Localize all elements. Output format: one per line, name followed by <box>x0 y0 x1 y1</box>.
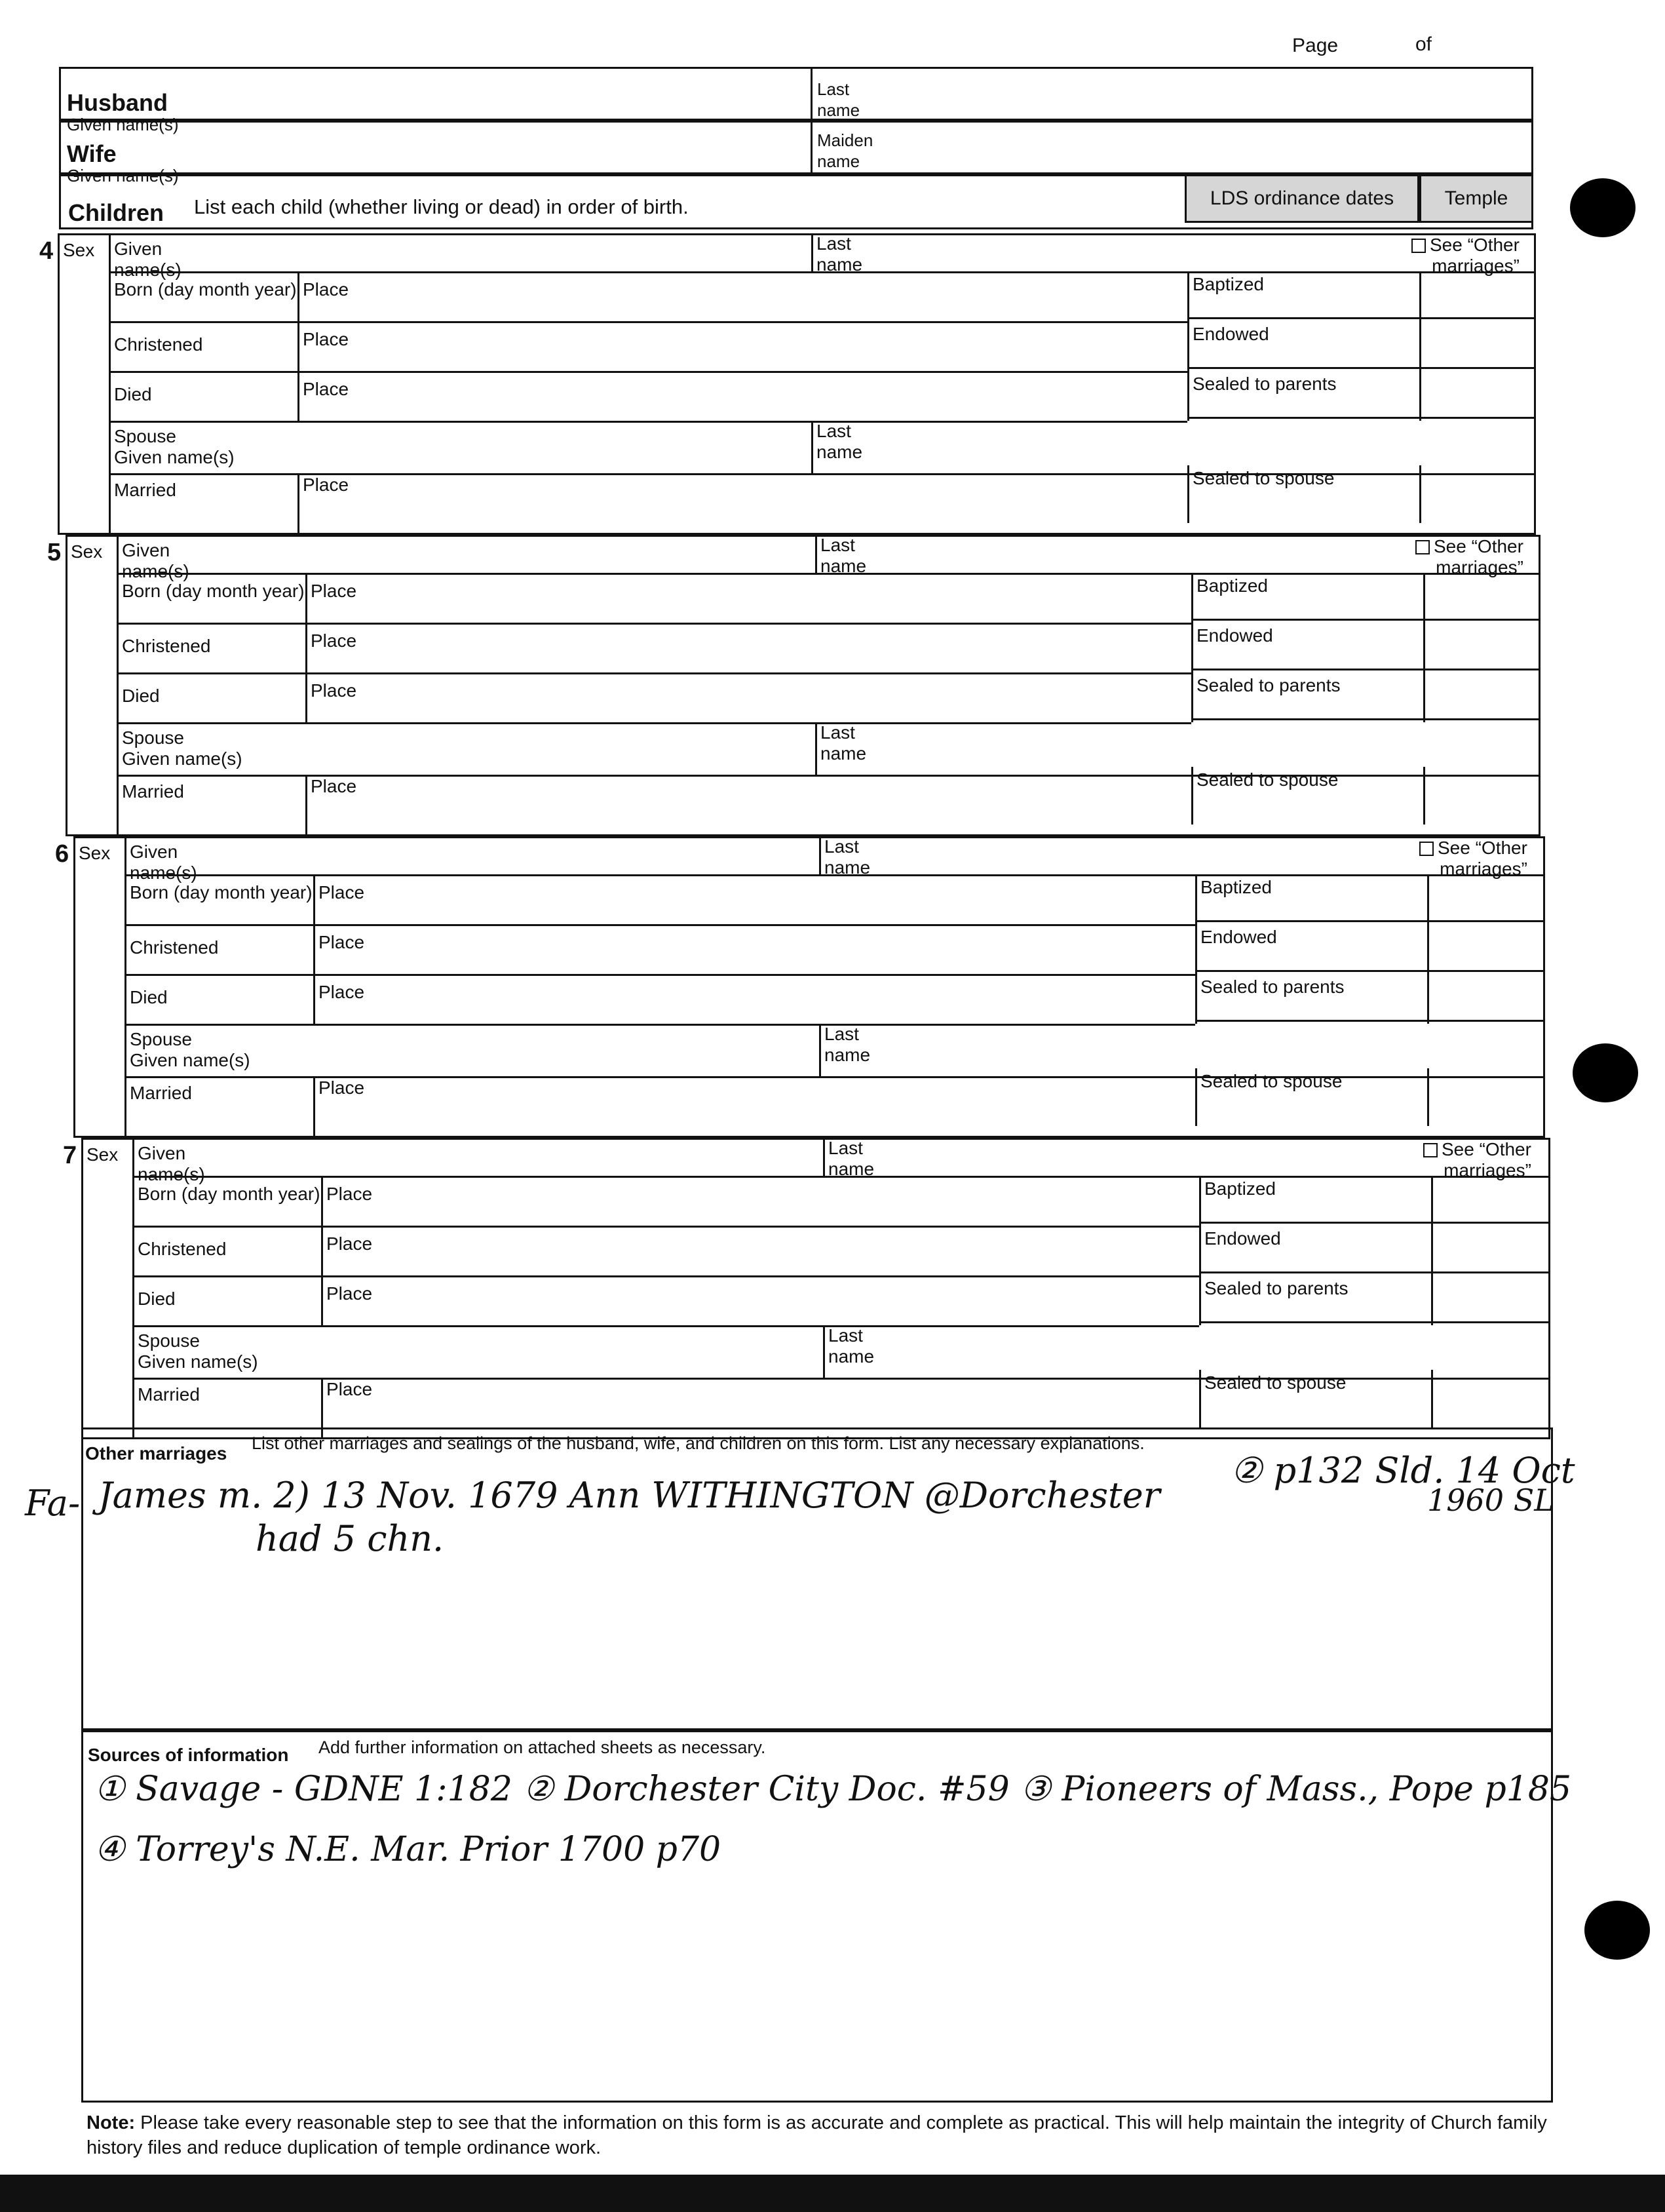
other-marriages-entry: James m. 2) 13 Nov. 1679 Ann WITHINGTON @Dorchester <box>98 1475 1160 1516</box>
christened-label: Christened <box>122 636 211 656</box>
place-label: Place <box>318 932 365 952</box>
born-label: Born (day month year) <box>138 1184 320 1204</box>
place-label: Place <box>303 379 349 399</box>
born-label: Born (day month year) <box>130 882 313 902</box>
place-label: Place <box>318 882 365 902</box>
sealed-parents-label: Sealed to parents <box>1196 675 1341 695</box>
spouse-label: Spouse Given name(s) <box>114 426 235 467</box>
christened-label: Christened <box>114 334 203 355</box>
given-name-label: Given name(s) <box>138 1143 205 1184</box>
note-label: Note: <box>86 2112 136 2133</box>
spouse-last-name-label: Last name <box>816 421 863 462</box>
child-number: 6 <box>55 840 69 868</box>
christened-label: Christened <box>138 1239 227 1259</box>
see-other-marriages[interactable] <box>1423 1139 1531 1181</box>
husband-label: Husband <box>67 89 168 116</box>
sex-label: Sex <box>86 1144 119 1165</box>
scan-bottom-edge <box>0 2175 1665 2212</box>
place-label: Place <box>326 1283 373 1304</box>
see-other-marriages[interactable] <box>1415 536 1523 578</box>
wife-row <box>59 121 1533 174</box>
born-label: Born (day month year) <box>114 279 297 300</box>
sources-instructions: Add further information on attached sheets as necessary. <box>318 1737 766 1757</box>
spouse-last-name-label: Last name <box>828 1325 875 1367</box>
given-name-label: Given name(s) <box>130 842 197 883</box>
place-label: Place <box>311 631 357 651</box>
see-other-marriages-label: See “Other marriages” <box>1434 536 1523 577</box>
footer-note <box>86 2110 1561 2160</box>
other-marriages-margin-note: Fa- <box>25 1483 81 1524</box>
sex-label: Sex <box>63 240 95 260</box>
last-name-label: Last name <box>828 1138 875 1179</box>
married-place-label: Place <box>318 1077 365 1098</box>
married-label: Married <box>130 1083 192 1103</box>
baptized-label: Baptized <box>1196 575 1268 596</box>
child-number: 5 <box>47 539 62 566</box>
children-instructions: List each child (whether living or dead) in order of birth. <box>194 195 689 218</box>
married-place-label: Place <box>303 475 349 495</box>
see-other-marriages-checkbox[interactable] <box>1411 239 1426 253</box>
of-label: of <box>1415 33 1432 55</box>
child-number: 7 <box>63 1142 77 1169</box>
born-label: Born (day month year) <box>122 581 305 601</box>
lds-ordinance-dates: LDS ordinance dates <box>1185 174 1419 223</box>
punch-hole-bottom <box>1584 1901 1650 1960</box>
other-marriages-sealing-year: 1960 SL <box>1427 1483 1554 1518</box>
married-place-label: Place <box>311 776 357 796</box>
baptized-label: Baptized <box>1204 1178 1276 1199</box>
see-other-marriages-label: See “Other marriages” <box>1430 235 1520 276</box>
wife-label: Wife <box>67 140 117 167</box>
sources-line-1: ① Savage - GDNE 1:182 ② Dorchester City Doc. #59 ③ Pioneers of Mass., Pope p185 <box>94 1770 1572 1809</box>
endowed-label: Endowed <box>1196 625 1273 646</box>
married-label: Married <box>138 1384 200 1405</box>
given-name-label: Given name(s) <box>114 239 182 280</box>
note-text: Please take every reasonable step to see that the information on this form is as accurate and complete as practical. This will help maintain the integrity of Church family history files and reduce duplication of temple ordinance work. <box>86 2112 1547 2158</box>
wife-maiden-label: Maiden name <box>817 130 873 171</box>
sealed-spouse-label: Sealed to spouse <box>1204 1372 1347 1393</box>
page-label: Page <box>1292 35 1339 56</box>
last-name-label: Last name <box>824 836 871 878</box>
punch-hole-top <box>1570 178 1636 237</box>
punch-hole-middle <box>1573 1043 1638 1102</box>
sources-line-2: ④ Torrey's N.E. Mar. Prior 1700 p70 <box>94 1830 721 1869</box>
place-label: Place <box>318 982 365 1002</box>
wife-given-label: Given name(s) <box>67 166 179 185</box>
last-name-label: Last name <box>816 233 863 275</box>
spouse-last-name-label: Last name <box>820 722 867 764</box>
place-label: Place <box>303 329 349 349</box>
other-marriages-reference: ② p132 Sld. 14 Oct <box>1231 1450 1575 1491</box>
husband-row <box>59 67 1533 121</box>
endowed-label: Endowed <box>1200 927 1277 947</box>
see-other-marriages[interactable] <box>1411 235 1520 277</box>
see-other-marriages-label: See “Other marriages” <box>1438 838 1527 879</box>
other-marriages-instructions: List other marriages and sealings of the husband, wife, and children on this form. List any necessary explanations. <box>252 1433 1145 1453</box>
endowed-label: Endowed <box>1193 324 1269 344</box>
see-other-marriages-checkbox[interactable] <box>1423 1143 1438 1157</box>
given-name-label: Given name(s) <box>122 540 189 581</box>
place-label: Place <box>326 1233 373 1254</box>
child-number: 4 <box>39 237 54 265</box>
married-label: Married <box>122 781 184 802</box>
spouse-label: Spouse Given name(s) <box>138 1330 258 1372</box>
husband-given-label: Given name(s) <box>67 115 179 134</box>
place-label: Place <box>311 680 357 701</box>
christened-label: Christened <box>130 937 219 958</box>
married-label: Married <box>114 480 176 500</box>
temple-header: Temple <box>1419 174 1533 223</box>
children-label: Children <box>68 199 164 226</box>
sex-label: Sex <box>79 843 111 863</box>
spouse-label: Spouse Given name(s) <box>130 1029 250 1070</box>
spouse-last-name-label: Last name <box>824 1024 871 1065</box>
died-label: Died <box>130 987 168 1007</box>
baptized-label: Baptized <box>1200 877 1272 897</box>
husband-last-label: Last name <box>817 79 860 120</box>
other-marriages-children-note: had 5 chn. <box>256 1518 444 1559</box>
baptized-label: Baptized <box>1193 274 1264 294</box>
sealed-parents-label: Sealed to parents <box>1193 374 1337 394</box>
sealed-spouse-label: Sealed to spouse <box>1200 1071 1343 1091</box>
last-name-label: Last name <box>820 535 867 576</box>
sealed-parents-label: Sealed to parents <box>1200 977 1345 997</box>
died-label: Died <box>138 1289 176 1309</box>
married-place-label: Place <box>326 1379 373 1399</box>
spouse-label: Spouse Given name(s) <box>122 728 242 769</box>
other-marriages-title: Other marriages <box>85 1443 227 1464</box>
place-label: Place <box>326 1184 373 1204</box>
place-label: Place <box>311 581 357 601</box>
place-label: Place <box>303 279 349 300</box>
see-other-marriages-checkbox[interactable] <box>1415 540 1430 554</box>
endowed-label: Endowed <box>1204 1228 1281 1249</box>
see-other-marriages-label: See “Other marriages” <box>1442 1139 1531 1180</box>
see-other-marriages[interactable] <box>1419 838 1527 880</box>
sex-label: Sex <box>71 541 103 562</box>
see-other-marriages-checkbox[interactable] <box>1419 842 1434 856</box>
sealed-spouse-label: Sealed to spouse <box>1193 468 1335 488</box>
sources-title: Sources of information <box>88 1745 289 1765</box>
sealed-parents-label: Sealed to parents <box>1204 1278 1349 1298</box>
sealed-spouse-label: Sealed to spouse <box>1196 769 1339 790</box>
died-label: Died <box>114 384 152 404</box>
died-label: Died <box>122 686 160 706</box>
